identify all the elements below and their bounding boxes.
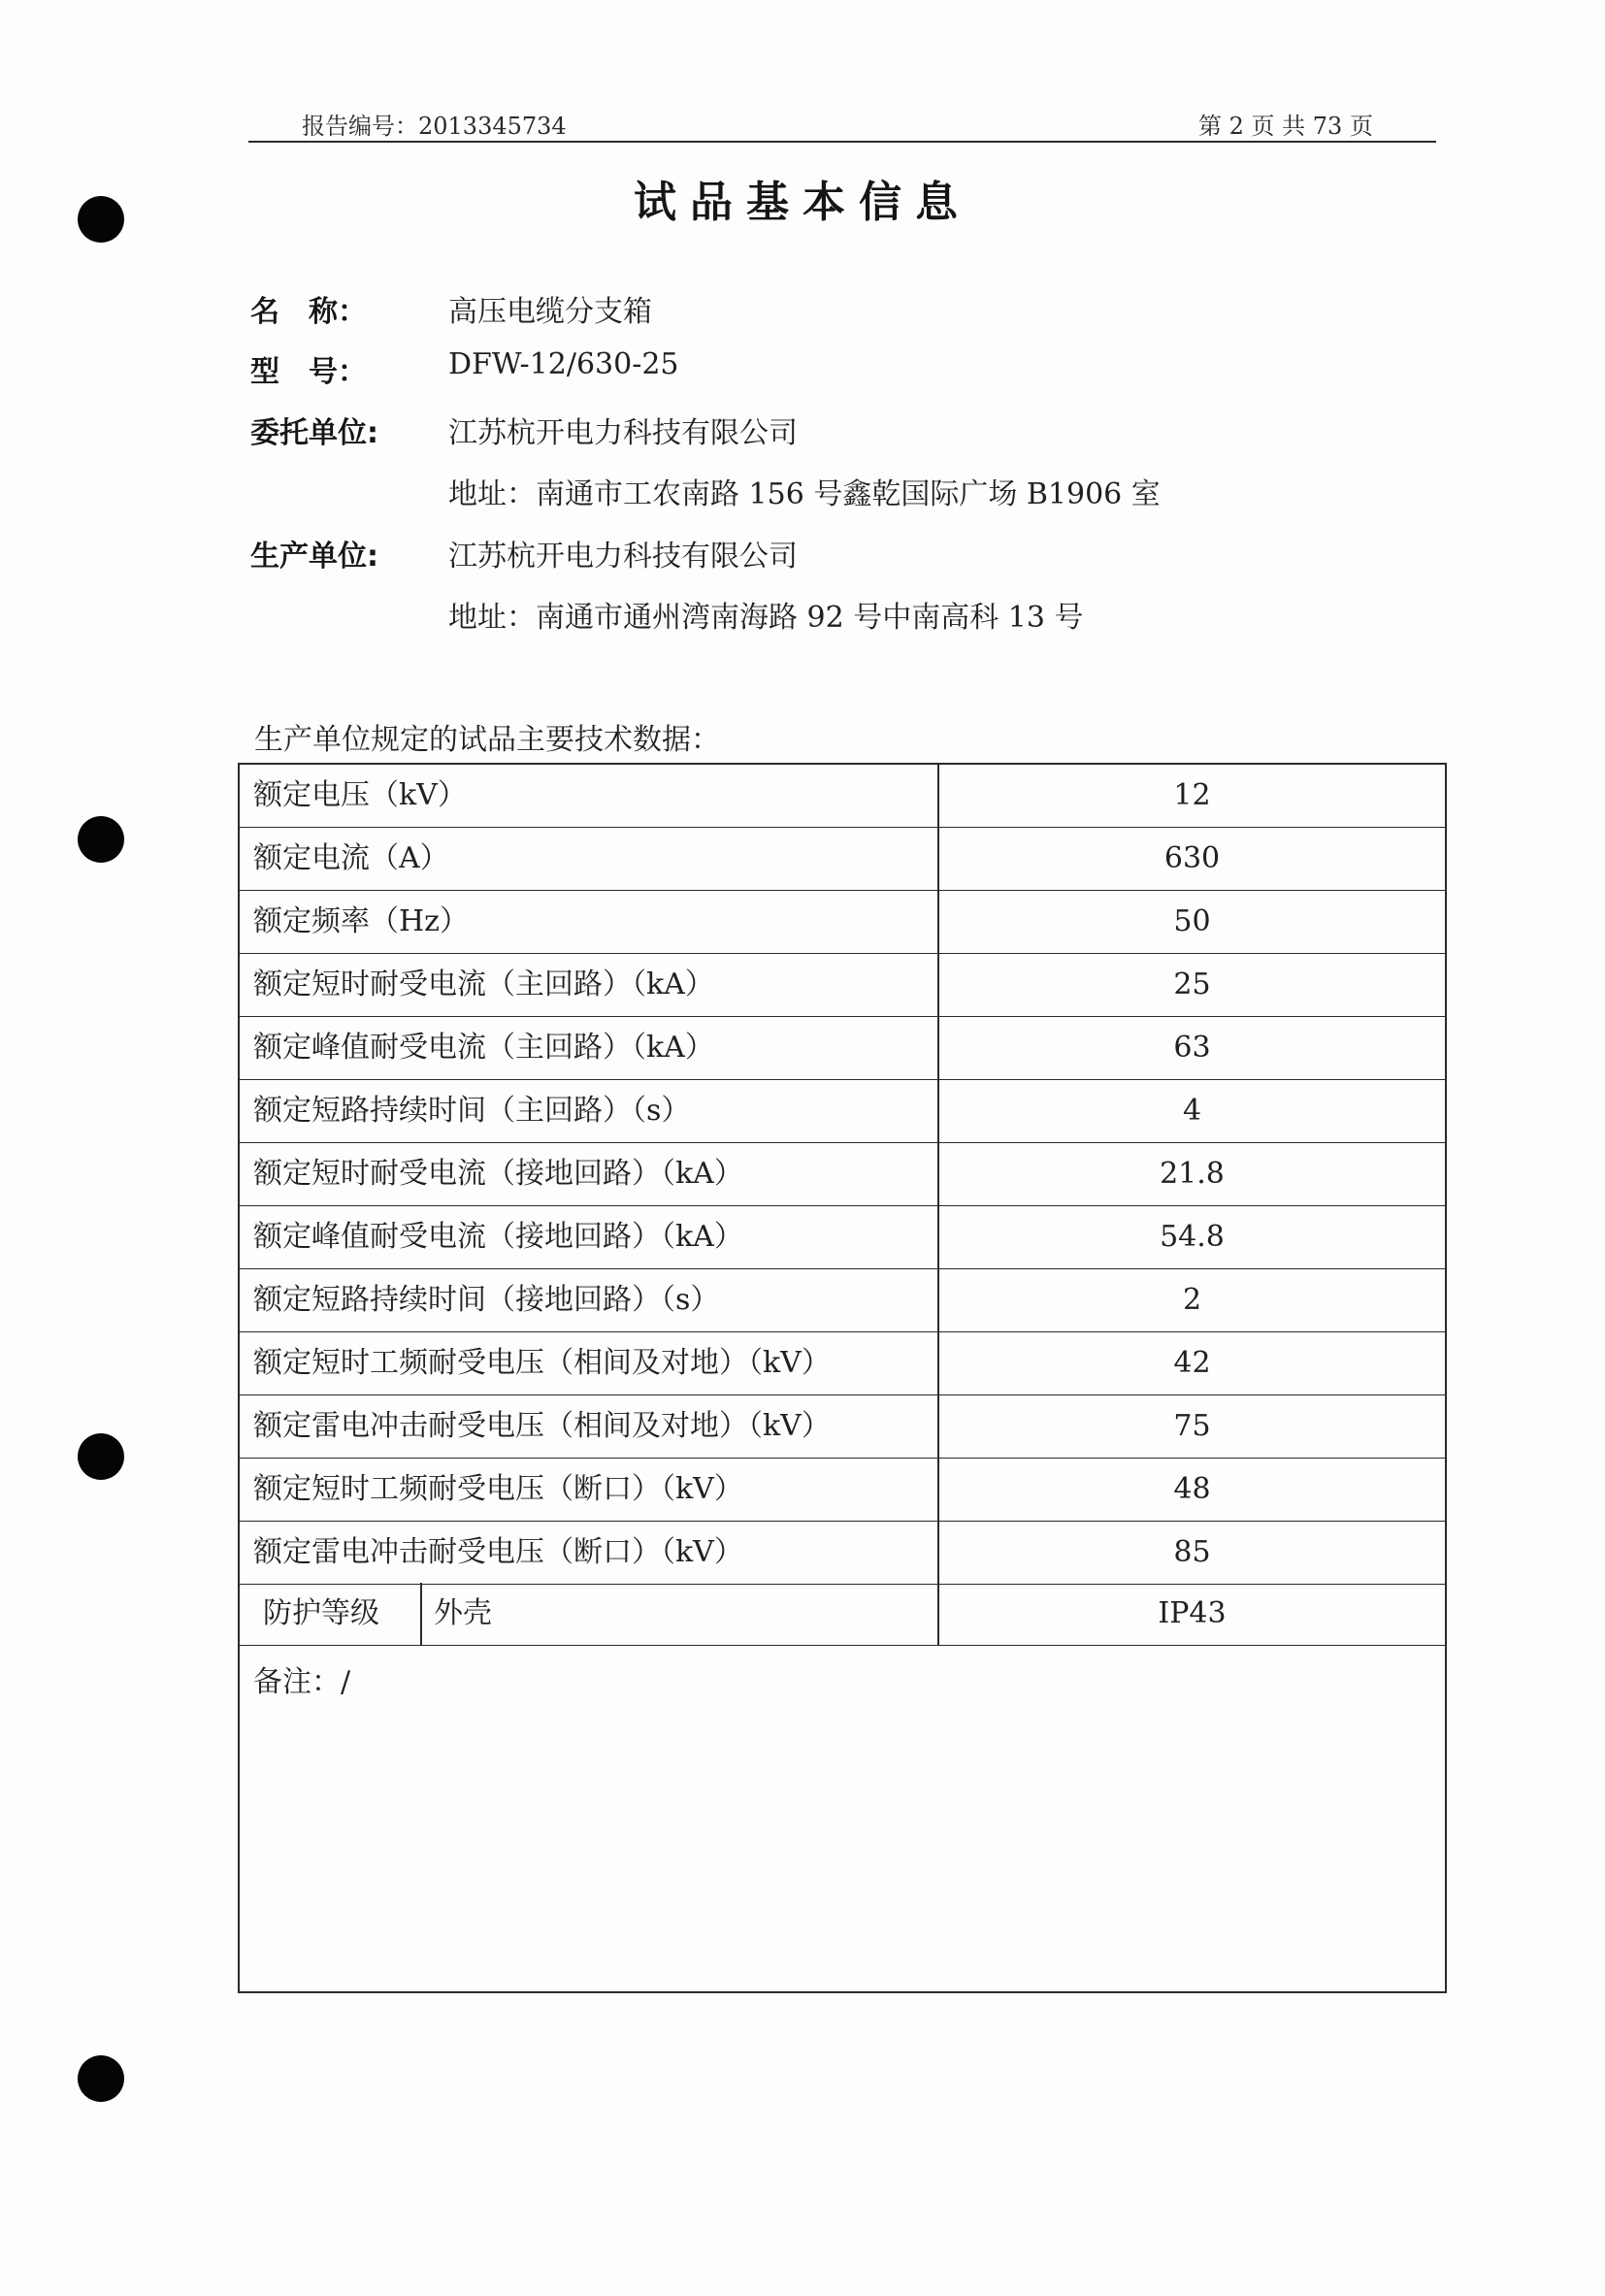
model-label: 型 号： [250,355,367,389]
spec-value: 2 [1182,1283,1202,1317]
spec-value: 85 [1173,1535,1211,1569]
spec-name: 额定雷电冲击耐受电压（相间及对地）（kV） [253,1409,831,1443]
maker-value: 江苏杭开电力科技有限公司 [448,540,798,574]
spec-value: 21.8 [1160,1157,1225,1191]
spec-value: 75 [1173,1409,1211,1443]
maker-label: 生产单位: [250,540,378,574]
punch-hole [78,816,124,863]
table-row [240,1522,1445,1585]
table-caption: 生产单位规定的试品主要技术数据： [254,723,720,757]
spec-name: 额定短时工频耐受电压（相间及对地）（kV） [253,1346,831,1380]
spec-name: 额定频率（Hz） [253,904,469,938]
spec-value: 630 [1163,841,1221,875]
punch-hole [78,1433,124,1480]
maker-address: 地址：南通市通州湾南海路 92 号中南高科 13 号 [448,601,1084,635]
protection-part: 外壳 [434,1596,492,1630]
spec-value: 42 [1173,1346,1211,1380]
spec-value: 50 [1173,904,1211,938]
spec-value: 12 [1173,778,1211,812]
table-row [240,1332,1445,1395]
column-divider [937,765,939,1646]
client-address: 地址：南通市工农南路 156 号鑫乾国际广场 B1906 室 [448,477,1161,511]
name-label: 名 称： [250,295,367,329]
table-row [240,1143,1445,1206]
client-value: 江苏杭开电力科技有限公司 [448,416,798,450]
spec-name: 额定短路持续时间（主回路）（s） [253,1094,691,1128]
spec-name: 额定雷电冲击耐受电压（断口）（kV） [253,1535,743,1569]
spec-value: 54.8 [1160,1220,1225,1254]
table-row [240,1080,1445,1143]
spec-table [238,763,1447,1993]
spec-value: 63 [1173,1031,1211,1065]
table-row [240,891,1445,954]
punch-hole [78,2055,124,2102]
spec-name: 额定峰值耐受电流（接地回路）（kA） [253,1220,743,1254]
column-divider [420,1583,422,1646]
spec-value: 25 [1173,968,1211,1001]
table-row [240,765,1445,828]
page-title: 试品基本信息 [634,178,971,227]
table-row [240,1017,1445,1080]
table-row [240,828,1445,891]
client-label: 委托单位: [250,416,378,450]
spec-name: 额定短时耐受电流（接地回路）（kA） [253,1157,743,1191]
table-row [240,954,1445,1017]
table-row [240,1206,1445,1269]
protection-value: IP43 [1158,1596,1227,1630]
model-value: DFW-12/630-25 [448,347,679,381]
remarks: 备注：/ [253,1665,351,1699]
spec-name: 额定短时耐受电流（主回路）（kA） [253,968,714,1001]
table-row [240,1269,1445,1332]
header-rule [248,141,1436,143]
table-row [240,1395,1445,1459]
protection-label: 防护等级 [263,1596,379,1630]
spec-name: 额定峰值耐受电流（主回路）（kA） [253,1031,714,1065]
name-value: 高压电缆分支箱 [448,295,652,329]
page-info: 第 2 页 共 73 页 [1198,113,1373,140]
spec-name: 额定短路持续时间（接地回路）（s） [253,1283,720,1317]
table-row [240,1459,1445,1522]
spec-name: 额定电压（kV） [253,778,467,812]
spec-value: 48 [1173,1472,1211,1506]
spec-name: 额定电流（A） [253,841,449,875]
report-number: 报告编号：2013345734 [302,113,567,140]
spec-value: 4 [1182,1094,1202,1128]
spec-name: 额定短时工频耐受电压（断口）（kV） [253,1472,743,1506]
